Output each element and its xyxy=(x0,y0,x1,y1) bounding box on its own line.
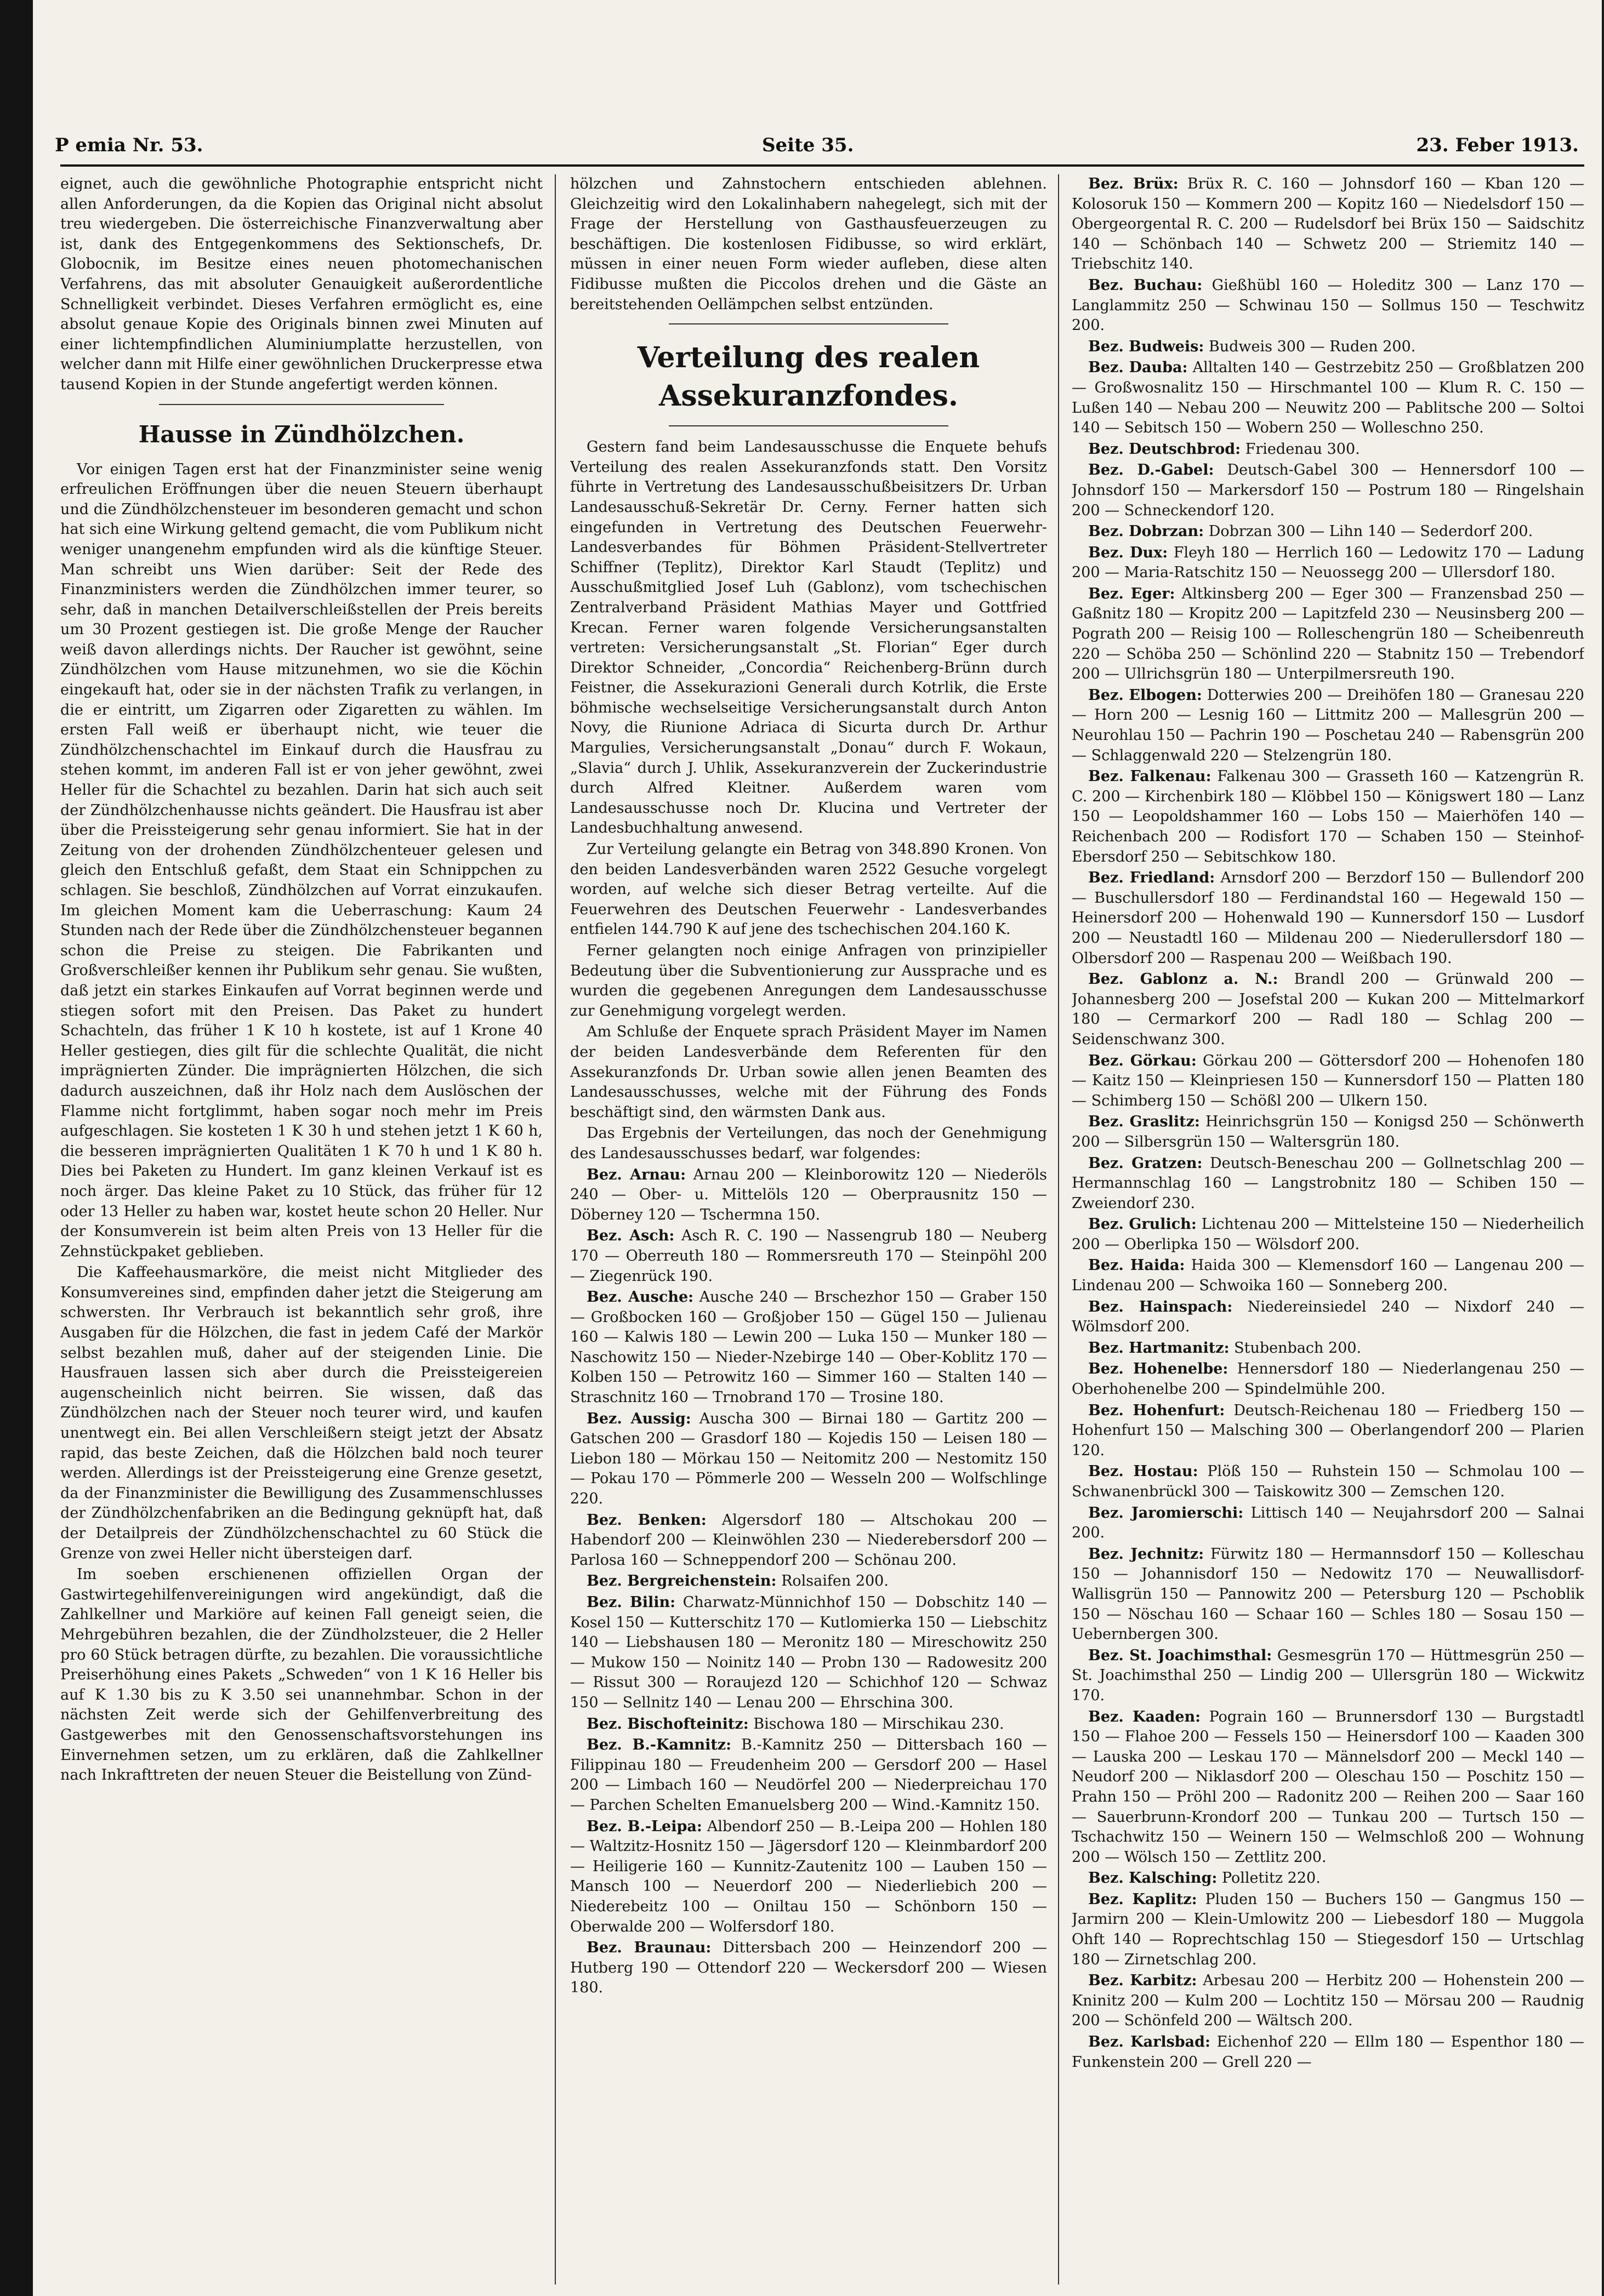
district-name: Bez. Karbitz: xyxy=(1088,1972,1197,1990)
article-paragraph: Vor einigen Tagen erst hat der Finanzminister seine wenig erfreulichen Eröffnungen über die neuen Steuern überhaupt und die Zündhölzchensteuer im besonderen gemacht und schon hat sich eine Wirkung geltend gemacht, die vom Publikum nicht weniger unangenehm empfunden wird als die künftige Steuer. Man schreibt uns Wien darüber: Seit der Rede des Finanzministers werden die Zündhölzchen immer teurer, so sehr, daß in manchen Detailverschleißstellen der Preis bereits um 30 Prozent gestiegen ist. Die große Menge der Raucher weiß davon allerdings nichts. Der Raucher ist gewöhnt, seine Zündhölzchen vom Hause mitzunehmen, wo sie die Köchin eingekauft hat, oder sie in der nächsten Trafik zu verlangen, in die er eintritt, um Zigarren oder Zigaretten zu wählen. Im ersten Fall weiß er überhaupt nicht, wie teuer die Zündhölzchenschachtel im Einkauf durch die Hausfrau zu stehen kommt, im anderen Fall ist er von jeher gewöhnt, zwei Heller für die Schachtel zu bezahlen. Darin hat sich auch seit der Zündhölzchenhausse nichts geändert. Die Hausfrau ist aber über die Preissteigerung sehr genau informiert. Sie hat in der Zeitung von der drohenden Zündhölzchenteuer gelesen und gleich den Entschluß gefaßt, dem Staat ein Schnippchen zu schlagen. Sie beschloß, Zündhölzchen auf Vorrat einzukaufen. Im gleichen Moment kam die Ueberraschung: Kaum 24 Stunden nach der Rede über die Zündhölzchensteuer begannen schon die Preise zu steigen. Die Fabrikanten und Großverschleißer kennen ihr Publikum sehr genau. Sie wußten, daß jetzt ein starkes Einkaufen auf Vorrat beginnen werde und stiegen sofort mit den Preisen. Das Paket zu hundert Schachteln, das früher 1 K 10 h kostete, ist auf 1 Krone 40 Heller gestiegen, dies gilt für die schlechte Qualität, die nicht imprägnierten Zünder. Die imprägnierten Hölzchen, die sich dadurch auszeichnen, daß ihr Holz nach dem Auslöschen der Flamme nicht fortglimmt, haben sogar noch mehr im Preis aufgeschlagen. Sie kosteten 1 K 30 h und stehen jetzt 1 K 60 h, die besseren imprägnierten Qualitäten 1 K 70 h und 1 K 80 h. Dies bei Paketen zu Hundert. Im ganz kleinen Verkauf ist es noch ärger. Das kleine Paket zu 10 Stück, das früher für 12 oder 13 Heller zu haben war, kostet heute schon 20 Heller. Nur der Konsumverein ist beim alten Preis von 13 Heller für die Zehnstückpaket geblieben. xyxy=(60,460,543,1260)
article-paragraph: Am Schluße der Enquete sprach Präsident Mayer im Namen der beiden Landesverbände dem Referenten für den Assekuranzfonds Dr. Urban sowie allen jenen Beamten des Landesausschusses, welche mit der Führung des Fonds beschäftigt sind, den wärmsten Dank aus. xyxy=(570,1023,1047,1121)
district-entry xyxy=(570,1571,1047,1592)
district-allocations: Fürwitz 180 — Hermannsdorf 150 — Kolleschau 150 — Johannisdorf 150 — Nedowitz 170 — Neuwallisdorf-Wallisgrün 150 — Pannowitz 200 — Petersburg 120 — Pschoblik 150 — Nöschau 160 — Schaar 160 — Schles 180 — Sosau 150 — Uebernbergen 300. xyxy=(1072,1545,1584,1643)
district-allocations: Bischowa 180 — Mirschikau 230. xyxy=(753,1715,1004,1733)
district-entry xyxy=(1072,1256,1584,1296)
column-2 xyxy=(570,174,1047,2284)
district-name: Bez. Dauba: xyxy=(1088,359,1188,377)
district-allocations: Falkenau 300 — Grasseth 160 — Katzengrün R. C. 200 — Kirchenbirk 180 — Klöbbel 150 — Königswert 180 — Lanz 150 — Leopoldshammer 160 — Lobs 150 — Maierhöfen 140 — Reichenbach 200 — Rodisfort 170 — Schaben 150 — Steinhof-Ebersdorf 250 — Sebitschkow 180. xyxy=(1072,768,1584,865)
article-separator xyxy=(159,404,444,405)
district-name: Bez. Dobrzan: xyxy=(1088,523,1204,540)
district-allocations: Arnsdorf 200 — Berzdorf 150 — Bullendorf 200 — Buschullersdorf 180 — Ferdinandstal 160 — Hegewald 150 — Heinersdorf 200 — Hohenwald 190 — Kunnersdorf 150 — Lusdorf 200 — Neustadtl 160 — Mildenau 200 — Niederullersdorf 180 — Olbersdorf 200 — Raspenau 200 — Weißbach 190. xyxy=(1072,869,1584,967)
district-name: Bez. Deutschbrod: xyxy=(1088,440,1241,458)
district-name: Bez. Haida: xyxy=(1088,1257,1185,1274)
district-entry xyxy=(1072,1359,1584,1399)
newspaper-name-issue: P emia Nr. 53. xyxy=(55,134,203,156)
district-entry xyxy=(1072,543,1584,583)
district-entry xyxy=(1072,1503,1584,1543)
district-allocations: Ausche 240 — Brschezhor 150 — Graber 150 — Großbocken 160 — Großjober 150 — Gügel 150 — Julienau 160 — Kalwis 180 — Lewin 200 — Luka 150 — Munker 180 — Naschowitz 150 — Nieder-Nzebirge 140 — Ober-Koblitz 170 — Kolben 150 — Petrowitz 160 — Simmer 160 — Stalten 140 — Straschnitz 160 — Trnobrand 170 — Trosine 180. xyxy=(570,1289,1047,1406)
district-name: Bez. Braunau: xyxy=(587,1939,712,1957)
district-name: Bez. Brüx: xyxy=(1088,175,1179,192)
district-allocations: Arnau 200 — Kleinborowitz 120 — Niederöls 240 — Ober- u. Mittelöls 120 — Oberprausnitz 150 — Döberney 120 — Tschermna 150. xyxy=(570,1166,1047,1223)
district-name: Bez. Budweis: xyxy=(1088,338,1204,355)
district-allocations: Plöß 150 — Ruhstein 150 — Schmolau 100 — Schwanenbrückl 300 — Taiskowitz 300 — Zemschen 120. xyxy=(1072,1463,1584,1500)
district-entry xyxy=(1072,1707,1584,1868)
district-entry xyxy=(570,1226,1047,1286)
district-entry xyxy=(1072,1462,1584,1502)
district-entry xyxy=(1072,970,1584,1050)
district-allocations: Charwatz-Münnichhof 150 — Dobschitz 140 — Kosel 150 — Kutterschitz 170 — Kutlomierka 150 — Liebschitz 140 — Liebshausen 180 — Meronitz 180 — Mireschowitz 250 — Mukow 150 — Noinitz 140 — Probn 130 — Radowesitz 200 — Rissut 300 — Roraujezd 120 — Schichhof 120 — Schwaz 150 — Sellnitz 140 — Lenau 200 — Ehrschina 300. xyxy=(570,1594,1047,1711)
district-allocations: Gießhübl 160 — Holeditz 300 — Lanz 170 — Langlammitz 250 — Schwinau 150 — Sollmus 150 — Teschwitz 200. xyxy=(1072,276,1584,334)
district-entry xyxy=(570,1409,1047,1509)
district-allocations: Deutsch-Gabel 300 — Hennersdorf 100 — Johnsdorf 150 — Markersdorf 150 — Postrum 180 — Ringelshain 200 — Schneckendorf 120. xyxy=(1072,462,1584,519)
district-name: Bez. Bergreichenstein: xyxy=(587,1573,777,1590)
page-header xyxy=(55,134,1601,167)
district-entry xyxy=(1072,337,1584,357)
district-entry xyxy=(1072,358,1584,438)
district-entry xyxy=(1072,1890,1584,1970)
district-name: Bez. Eger: xyxy=(1088,585,1175,602)
district-allocations: Asch R. C. 190 — Nassengrub 180 — Neuberg 170 — Oberreuth 180 — Rommersreuth 170 — Steinpöhl 200 — Ziegenrück 190. xyxy=(570,1227,1047,1285)
district-entry xyxy=(570,1938,1047,1998)
district-entry xyxy=(570,1817,1047,1938)
district-allocations: Brüx R. C. 160 — Johnsdorf 160 — Kban 120 — Kolosoruk 150 — Kommern 200 — Kopitz 160 — Niedelsdorf 150 — Obergeorgental R. C. 200 — Rudelsdorf bei Brüx 150 — Saidschitz 140 — Schönbach 140 — Schwetz 200 — Striemitz 140 — Triebschitz 140. xyxy=(1072,175,1584,273)
district-allocations: Alltalten 140 — Gestrzebitz 250 — Großblatzen 200 — Großwosnalitz 150 — Hirschmantel 100 — Klum R. C. 150 — Lußen 140 — Nebau 200 — Neuwitz 200 — Pablitsche 200 — Soltoi 140 — Sebitsch 150 — Wobern 250 — Wolleschno 250. xyxy=(1072,359,1584,437)
district-allocations: Littisch 140 — Neujahrsdorf 200 — Salnai 200. xyxy=(1072,1504,1584,1542)
district-allocations: Budweis 300 — Ruden 200. xyxy=(1208,338,1416,355)
district-entry xyxy=(1072,1868,1584,1889)
district-name: Bez. Ausche: xyxy=(587,1289,694,1306)
article-paragraph: Ferner gelangten noch einige Anfragen von prinzipieller Bedeutung über die Subventionierung zur Aussprache und es wurden die gegebenen Anregungen dem Landesausschusse zur Genehmigung vorgelegt werden. xyxy=(570,942,1047,1019)
article-paragraph: Gestern fand beim Landesausschusse die Enquete behufs Verteilung des realen Assekuranzfonds statt. Den Vorsitz führte in Vertretung des Landesausschußbeisitzers Dr. Urban Landesausschuß-Sekretär Dr. Cerny. Ferner hatten sich eingefunden in Vertretung des Deutschen Feuerwehr-Landesverbandes für Böhmen Präsident-Stellvertreter Schiffner (Teplitz), Direktor Karl Staudt (Teplitz) und Ausschußmitglied Josef Luh (Gablonz), vom tschechischen Zentralverband Präsident Mathias Mayer und Gottfried Krecan. Ferner waren folgende Versicherungsanstalten vertreten: Versicherungsanstalt „St. Florian“ Eger durch Direktor Schneider, „Concordia“ Reichenberg-Brünn durch Feistner, die Assekurazioni Generali durch Kotrlik, die Erste böhmische wechselseitige Versicherungsanstalt durch Anton Novy, die Riunione Adriaca di Sicurta durch Dr. Arthur Margulies, Versicherungsanstalt „Donau“ durch F. Wokaun, „Slavia“ durch J. Uhlik, Assekuranzverein der Zuckerindustrie durch Alfred Kleitner. Außerdem waren vom Landesausschusse noch Dr. Klucina und Vertreter der Landesbuchhaltung anwesend. xyxy=(570,438,1047,837)
district-entry xyxy=(1072,1297,1584,1337)
district-entry xyxy=(570,1714,1047,1735)
district-allocations: Deutsch-Beneschau 200 — Gollnetschlag 200 — Hermannschlag 160 — Langstrobnitz 180 — Schiben 150 — Zweiendorf 230. xyxy=(1072,1154,1584,1212)
article-headline: Hausse in Zündhölzchen. xyxy=(138,420,465,448)
district-name: Bez. Jechnitz: xyxy=(1088,1545,1204,1563)
district-entry xyxy=(570,1165,1047,1226)
district-name: Bez. Benken: xyxy=(587,1511,707,1529)
district-entry xyxy=(1072,1215,1584,1255)
district-name: Bez. Dux: xyxy=(1088,544,1168,561)
district-name: Bez. Hartmanitz: xyxy=(1088,1339,1230,1357)
district-name: Bez. Kalsching: xyxy=(1088,1870,1218,1887)
district-name: Bez. Hostau: xyxy=(1088,1463,1198,1480)
district-entry xyxy=(1072,1545,1584,1645)
district-allocations: Arbesau 200 — Herbitz 200 — Hohenstein 200 — Kninitz 200 — Kulm 200 — Lochtitz 150 — Mörsau 200 — Raudnig 200 — Schönfeld 200 — Wältsch 200. xyxy=(1072,1972,1584,2030)
article-separator xyxy=(669,323,948,324)
district-name: Bez. Karlsbad: xyxy=(1088,2033,1211,2051)
district-allocations: Fleyh 180 — Herrlich 160 — Ledowitz 170 — Ladung 200 — Maria-Ratschitz 150 — Neuossegg 200 — Ullersdorf 180. xyxy=(1072,544,1584,582)
district-allocations: B.-Kamnitz 250 — Dittersbach 160 — Filippinau 180 — Freudenheim 200 — Gersdorf 200 — Hasel 200 — Limbach 160 — Neudörfel 200 — Niederpreichau 170 — Parchen Schelten Emanuelsberg 200 — Wind.-Kamnitz 150. xyxy=(570,1736,1047,1814)
district-allocations: Stubenbach 200. xyxy=(1234,1339,1362,1357)
district-allocations: Brandl 200 — Grünwald 200 — Johannesberg 200 — Josefstal 200 — Kukan 200 — Mittelmarkorf 180 — Cermarkorf 200 — Radl 180 — Schlag 200 — Seidenschwanz 300. xyxy=(1072,971,1584,1048)
article-separator xyxy=(669,425,948,426)
district-allocations: Pograin 160 — Brunnersdorf 130 — Burgstadtl 150 — Flahoe 200 — Fessels 150 — Heinersdorf 100 — Kaaden 300 — Lauska 200 — Leskau 170 — Männelsdorf 200 — Meckl 140 — Neudorf 200 — Niklasdorf 200 — Oleschau 150 — Poschitz 150 — Prahn 150 — Pröhl 200 — Radonitz 200 — Reihen 200 — Saar 160 — Sauerbrunn-Krondorf 200 — Tunkau 200 — Turtsch 150 — Tschachwitz 150 — Weinern 150 — Welmschloß 200 — Wohnung 200 — Wölsch 150 — Zettlitz 200. xyxy=(1072,1708,1584,1866)
district-entry xyxy=(1072,868,1584,968)
district-allocations: Algersdorf 180 — Altschokau 200 — Habendorf 200 — Kleinwöhlen 230 — Niederebersdorf 200 — Parlosa 160 — Schneppendorf 200 — Schönau 200. xyxy=(570,1511,1047,1569)
district-allocations: Lichtenau 200 — Mittelsteine 150 — Niederheilich 200 — Oberlipka 150 — Wölsdorf 200. xyxy=(1072,1216,1584,1253)
district-entry xyxy=(1072,686,1584,766)
column-divider xyxy=(555,174,556,2284)
district-entry xyxy=(1072,584,1584,685)
district-name: Bez. Bilin: xyxy=(587,1594,676,1611)
district-name: Bez. D.-Gabel: xyxy=(1088,462,1214,479)
district-name: Bez. Graslitz: xyxy=(1088,1113,1200,1131)
district-name: Bez. Elbogen: xyxy=(1088,686,1202,704)
district-name: Bez. Friedland: xyxy=(1088,869,1215,887)
district-name: Bez. Arnau: xyxy=(587,1166,686,1183)
district-allocations: Eichenhof 220 — Ellm 180 — Espenthor 180 — Funkenstein 200 — Grell 220 — xyxy=(1072,2033,1584,2071)
district-allocations: Niedereinsiedel 240 — Nixdorf 240 — Wölmsdorf 200. xyxy=(1072,1298,1584,1336)
district-entry xyxy=(1072,460,1584,521)
column-3 xyxy=(1072,174,1584,2284)
district-allocations: Dittersbach 200 — Heinzendorf 200 — Hutberg 190 — Ottendorf 220 — Weckersdorf 200 — Wiesen 180. xyxy=(570,1939,1047,1997)
district-allocations: Altkinsberg 200 — Eger 300 — Franzensbad 250 — Gaßnitz 180 — Kropitz 200 — Lapitzfeld 230 — Neusinsberg 200 — Pograth 200 — Reisig 100 — Rolleschengrün 180 — Scheibenreuth 220 — Schöba 250 — Schönlind 220 — Stabnitz 150 — Trebendorf 200 — Ullrichsgrün 180 — Unterpilmersreuth 190. xyxy=(1072,585,1584,683)
district-entry xyxy=(1072,1112,1584,1152)
district-entry xyxy=(1072,1051,1584,1112)
district-entry xyxy=(1072,1154,1584,1214)
district-name: Bez. Hainspach: xyxy=(1088,1298,1233,1315)
district-name: Bez. Buchau: xyxy=(1088,276,1203,294)
district-entry xyxy=(570,1511,1047,1571)
district-name: Bez. Bischofteinitz: xyxy=(587,1715,749,1733)
district-allocations: Hennersdorf 180 — Niederlangenau 250 — Oberhohenelbe 200 — Spindelmühle 200. xyxy=(1072,1360,1584,1398)
district-entry xyxy=(570,1735,1047,1815)
district-name: Bez. Kaaden: xyxy=(1088,1708,1201,1725)
district-allocations: Gesmesgrün 170 — Hüttmesgrün 250 — St. Joachimsthal 250 — Lindig 200 — Ullersgrün 180 — Wickwitz 170. xyxy=(1072,1646,1584,1704)
district-allocations: Deutsch-Reichenau 180 — Friedberg 150 — Hohenfurt 150 — Malsching 300 — Oberlangendorf 200 — Plarien 120. xyxy=(1072,1401,1584,1459)
district-list xyxy=(1072,174,1584,2072)
district-entry xyxy=(570,1287,1047,1408)
district-name: Bez. Gratzen: xyxy=(1088,1154,1203,1172)
scan-edge xyxy=(1602,0,1604,2296)
district-allocations: Görkau 200 — Göttersdorf 200 — Hohenofen 180 — Kaitz 150 — Kleinpriesen 150 — Kunnersdorf 150 — Platten 180 — Schimberg 150 — Schößl 200 — Ulkern 150. xyxy=(1072,1052,1584,1109)
district-entry xyxy=(1072,767,1584,867)
page-number: Seite 35. xyxy=(762,134,854,156)
district-name: Bez. Asch: xyxy=(587,1227,675,1245)
article-continuation: hölzchen und Zahnstochern entschieden ablehnen. Gleichzeitig wird den Lokalinhabern nahegelegt, sich mit der Frage der Herstellung von Gasthausfeuerzeugen zu beschäftigen. Die kostenlosen Fidibusse, so wird erklärt, müssen in einer neuen Form wieder aufleben, diese alten Fidibusse mußten die Piccolos drehen und die Gäste an bereitstehenden Oellämpchen selbst entzünden. xyxy=(570,175,1047,313)
district-name: Bez. Aussig: xyxy=(587,1410,691,1427)
district-allocations: Albendorf 250 — B.-Leipa 200 — Hohlen 180 — Waltzitz-Hosnitz 150 — Jägersdorf 120 — Kleinmbardorf 200 — Heiligerie 160 — Kunnitz-Zautenitz 100 — Lauben 150 — Mansch 100 — Neuerdorf 200 — Niederliebich 200 — Niederebeitz 100 — Oniltau 150 — Schönborn 150 — Oberwalde 200 — Wolfersdorf 180. xyxy=(570,1818,1047,1935)
district-allocations: Friedenau 300. xyxy=(1245,440,1360,458)
district-entry xyxy=(1072,174,1584,275)
district-name: Bez. Jaromierschi: xyxy=(1088,1504,1244,1522)
district-entry xyxy=(1072,1971,1584,2031)
district-entry xyxy=(570,1593,1047,1713)
district-allocations: Pluden 150 — Buchers 150 — Gangmus 150 — Jarmirn 200 — Klein-Umlowitz 200 — Liebesdorf 180 — Muggola Ohft 140 — Roprechtschlag 150 — Stiegesdorf 150 — Urtschlag 180 — Zirnetschlag 200. xyxy=(1072,1890,1584,1968)
district-name: Bez. B.-Kamnitz: xyxy=(587,1736,732,1754)
district-allocations: Dobrzan 300 — Lihn 140 — Sederdorf 200. xyxy=(1208,523,1533,540)
header-rule xyxy=(60,164,1584,167)
district-allocations: Auscha 300 — Birnai 180 — Gartitz 200 — Gatschen 200 — Grasdorf 180 — Kojedis 150 — Leisen 180 — Liebon 180 — Mörkau 150 — Neitomitz 200 — Nestomitz 150 — Pokau 170 — Pömmerle 200 — Wesseln 200 — Wolfschlinge 220. xyxy=(570,1410,1047,1508)
district-entry xyxy=(1072,2032,1584,2072)
district-name: Bez. Kaplitz: xyxy=(1088,1890,1197,1908)
district-entry xyxy=(1072,276,1584,336)
district-entry xyxy=(1072,1646,1584,1706)
district-allocations: Heinrichsgrün 150 — Konigsd 250 — Schönwerth 200 — Silbersgrün 150 — Waltersgrün 180. xyxy=(1072,1113,1584,1150)
article-paragraph: Zur Verteilung gelangte ein Betrag von 348.890 Kronen. Von den beiden Landesverbänden waren 2522 Gesuche vorgelegt worden, auf welche sich dieser Betrag verteilte. Auf die Feuerwehren des Deutschen Feuerwehr - Landesverbandes entfielen 144.790 K auf jene des tschechischen 204.160 K. xyxy=(570,841,1047,938)
district-name: Bez. Hohenfurt: xyxy=(1088,1401,1225,1419)
district-entry xyxy=(1072,1401,1584,1461)
district-entry xyxy=(1072,522,1584,542)
article-paragraph: Das Ergebnis der Verteilungen, das noch der Genehmigung des Landesausschusses bedarf, war folgendes: xyxy=(570,1125,1047,1162)
newspaper-page xyxy=(33,0,1604,2296)
district-name: Bez. B.-Leipa: xyxy=(587,1818,702,1835)
article-continuation: eignet, auch die gewöhnliche Photographie entspricht nicht allen Anforderungen, da die Kopien das Original nicht absolut treu wiedergeben. Die österreichische Finanzverwaltung aber ist, dank des Entgegenkommens des Sektionschefs, Dr. Globocnik, im Besitze eines neuen photomechanischen Verfahrens, das mit absoluter Genauigkeit außerordentliche Schnelligkeit verbindet. Dieses Verfahren ermöglicht es, eine absolut genaue Kopie des Originals binnen zwei Minuten auf einer lichtempfindlichen Aluminiumplatte herzustellen, von welcher dann mit Hilfe einer gewöhnlichen Druckerpresse etwa tausend Kopien in der Stunde angefertigt werden können. xyxy=(60,175,543,393)
district-name: Bez. Hohenelbe: xyxy=(1088,1360,1228,1378)
district-allocations: Haida 300 — Klemensdorf 160 — Langenau 200 — Lindenau 200 — Schwoika 160 — Sonneberg 200. xyxy=(1072,1257,1584,1295)
district-allocations: Dotterwies 200 — Dreihöfen 180 — Granesau 220 — Horn 200 — Lesnig 160 — Littmitz 200 — Mallesgrün 200 — Neurohlau 150 — Pachrin 190 — Poschetau 240 — Rabensgrün 200 — Schlaggenwald 220 — Stelzengrün 180. xyxy=(1072,686,1584,764)
district-allocations: Rolsaifen 200. xyxy=(781,1573,889,1590)
district-entry xyxy=(1072,1338,1584,1359)
district-name: Bez. St. Joachimsthal: xyxy=(1088,1646,1272,1664)
district-name: Bez. Grulich: xyxy=(1088,1216,1197,1233)
article-headline: Verteilung des realen Assekuranzfondes. xyxy=(637,341,980,413)
district-allocations: Polletitz 220. xyxy=(1221,1870,1321,1887)
column-1 xyxy=(60,174,543,2284)
district-name: Bez. Gablonz a. N.: xyxy=(1088,971,1278,988)
district-name: Bez. Görkau: xyxy=(1088,1052,1197,1069)
column-divider xyxy=(1058,174,1059,2284)
issue-date: 23. Feber 1913. xyxy=(1416,134,1579,156)
article-paragraph: Im soeben erschienenen offiziellen Organ der Gastwirtegehilfenvereinigungen wird angekündigt, daß die Zahlkellner und Markiöre auf keinen Fall geneigt seien, die Mehrgebühren bezahlen, die der Zündholzsteuer, die 2 Heller pro 60 Stück betragen dürfte, zu bezahlen. Die voraussichtliche Preiserhöhung eines Pakets „Schweden“ von 1 K 16 Heller bis auf K 1.30 bis zu K 3.50 sei unannehmbar. Schon in der nächsten Zeit werde sich der Gehilfenverbreitung des Gastgewerbes mit den Genossenschaftsvorstehungen ins Einvernehmen setzen, um zu erklären, daß die Zahlkellner nach Inkrafttreten der neuen Steuer die Beistellung von Zünd- xyxy=(60,1566,543,1784)
article-paragraph: Die Kaffeehausmarköre, die meist nicht Mitglieder des Konsumvereines sind, empfinden daher jetzt die Steigerung am schwersten. Ihr Verbrauch ist bekanntlich sehr groß, ihre Ausgaben für die Hölzchen, die fast in jedem Café der Markör selbst bezahlen muß, daher auf der steigenden Linie. Die Hausfrauen lassen sich aber durch die Preissteigereien augenscheinlich nicht beirren. Sie wissen, daß das Zündhölzchen nach der Steuer noch teurer wird, und kaufen unentwegt ein. Bei allen Verschleißern steigt jetzt der Absatz rapid, das beste Zeichen, daß die Hölzchen bald noch teurer werden. Allerdings ist der Preissteigerung eine Grenze gesetzt, da der Finanzminister die Bewilligung des Zusammenschlusses der Zündhölzchenfabriken an die Bedingung geknüpft hat, daß der Detailpreis der Zündhölzchenschachtel zu 60 Stück die Grenze von zwei Heller nicht übersteigen darf. xyxy=(60,1264,543,1562)
district-entry xyxy=(1072,440,1584,460)
district-name: Bez. Falkenau: xyxy=(1088,768,1211,785)
district-list xyxy=(570,1165,1047,1998)
